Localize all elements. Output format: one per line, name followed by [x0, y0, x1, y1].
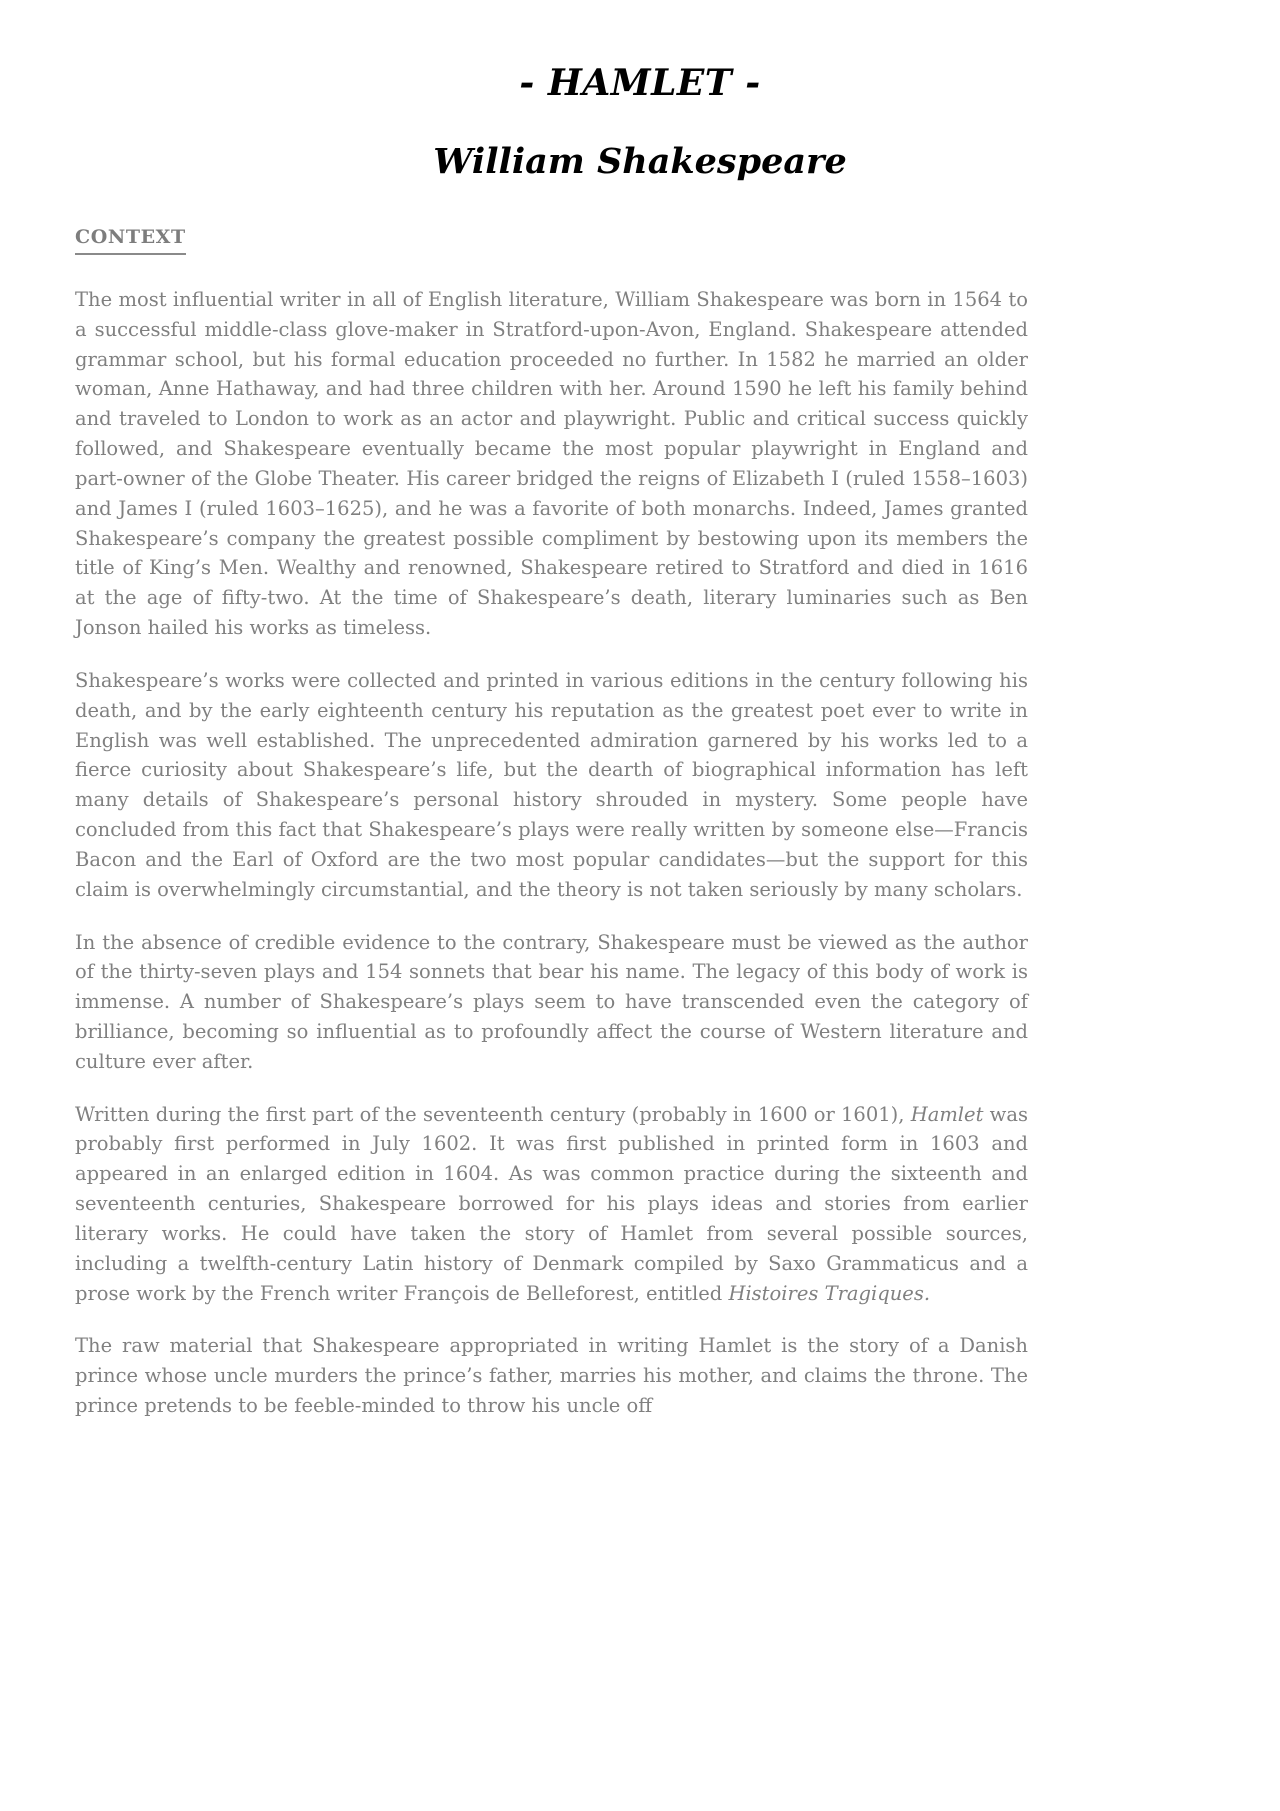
page-title: - HAMLET -	[519, 62, 761, 104]
paragraph-1: The most influential writer in all of English literature, William Shakespeare was born in 1564 to a successful middle-class glove-maker in Stratford-upon-Avon, England. Shakespeare attended grammar school, but his formal education proceeded no further. In 1582 he married an older woman, Anne Hathaway, and had three children with her. Around 1590 he left his family behind and traveled to London to work as an actor and playwright. Public and critical success quickly followed, and Shakespeare eventually became the most popular playwright in England and part-owner of the Globe Theater. His career bridged the reigns of Elizabeth I (ruled 1558–1603) and James I (ruled 1603–1625), and he was a favorite of both monarchs. Indeed, James granted Shakespeare’s company the greatest possible compliment by bestowing upon its members the title of King’s Men. Wealthy and renowned, Shakespeare retired to Stratford and died in 1616 at the age of fifty-two. At the time of Shakespeare’s death, literary luminaries such as Ben Jonson hailed his works as timeless.	[75, 287, 1028, 640]
author-title: William Shakespeare	[433, 141, 847, 183]
paragraph-2: Shakespeare’s works were collected and printed in various editions in the century following his death, and by the early eighteenth century his reputation as the greatest poet ever to write in English was well established. The unprecedented admiration garnered by his works led to a fierce curiosity about Shakespeare’s life, but the dearth of biographical information has left many details of Shakespeare’s personal history shrouded in mystery. Some people have concluded from this fact that Shakespeare’s plays were really written by someone else—Francis Bacon and the Earl of Oxford are the two most popular candidates—but the support for this claim is overwhelmingly circumstantial, and the theory is not taken seriously by many scholars.	[75, 668, 1028, 901]
paragraph-3: In the absence of credible evidence to the contrary, Shakespeare must be viewed as the author of the thirty-seven plays and 154 sonnets that bear his name. The legacy of this body of work is immense. A number of Shakespeare’s plays seem to have transcended even the category of brilliance, becoming so influential as to profoundly affect the course of Western literature and culture ever after.	[75, 930, 1028, 1073]
section-heading-wrapper	[75, 226, 1028, 258]
paragraph-5: The raw material that Shakespeare appropriated in writing Hamlet is the story of a Danish prince whose uncle murders the prince’s father, marries his mother, and claims the throne. The prince pretends to be feeble-minded to throw his uncle off	[75, 1334, 1028, 1418]
paragraph-4: Written during the first part of the seventeenth century (probably in 1600 or 1601), Hamlet was probably first performed in July 1602. It was first published in printed form in 1603 and appeared in an enlarged edition in 1604. As was common practice during the sixteenth and seventeenth centuries, Shakespeare borrowed for his plays ideas and stories from earlier literary works. He could have taken the story of Hamlet from several possible sources, including a twelfth-century Latin history of Denmark compiled by Saxo Grammaticus and a prose work by the French writer François de Belleforest, entitled Histoires Tragiques.	[75, 1102, 1028, 1305]
title-block	[0, 0, 1280, 183]
section-heading-context: CONTEXT	[75, 226, 186, 255]
body-area	[0, 183, 1280, 1421]
